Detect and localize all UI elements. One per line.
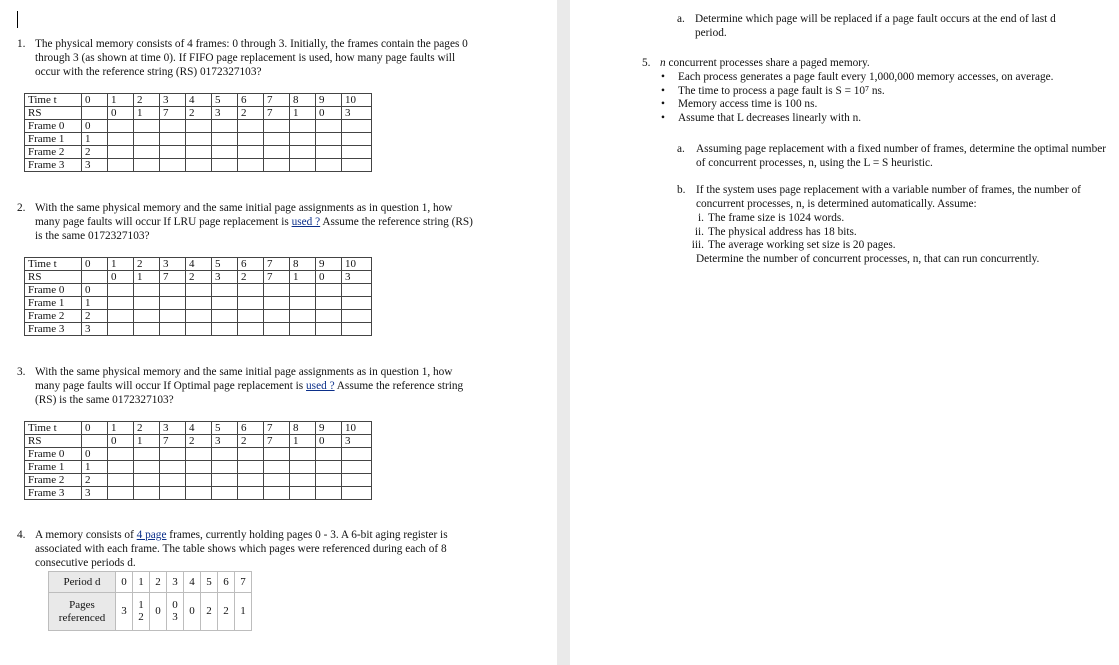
item-number: b.	[677, 184, 686, 196]
table-cell	[290, 146, 316, 159]
table-cell	[212, 461, 238, 474]
frame-label: Frame 3	[25, 487, 82, 500]
time-row	[25, 258, 372, 271]
table-cell	[134, 133, 160, 146]
table-cell: 1	[108, 258, 134, 271]
table-cell	[134, 487, 160, 500]
table-cell: 3	[212, 271, 238, 284]
table-cell	[290, 474, 316, 487]
bullet-item: • Each process generates a page fault every 1,000,000 memory accesses, on average.	[660, 71, 1110, 85]
table-cell: 2	[134, 258, 160, 271]
reference-table-lru	[24, 257, 372, 336]
reference-table-fifo	[24, 93, 372, 172]
table-cell	[186, 146, 212, 159]
question-5b-final: Determine the number of concurrent processes, n, that can run concurrently.	[696, 253, 1040, 265]
pages-referenced-cell: 0	[150, 593, 167, 631]
table-cell	[290, 310, 316, 323]
table-cell	[316, 120, 342, 133]
table-cell	[134, 297, 160, 310]
table-cell	[290, 284, 316, 297]
table-cell	[160, 474, 186, 487]
table-cell: 2	[82, 474, 108, 487]
question-intro: n concurrent processes share a paged memory.	[660, 57, 870, 69]
pages-referenced-cell: 2	[218, 593, 235, 631]
table-cell: 1	[134, 435, 160, 448]
table-cell: 6	[238, 258, 264, 271]
question-text: The physical memory consists of 4 frames: 0 through 3. Initially, the frames contain the pages 0 through 3 (as shown at time 0). If FIFO page replacement is used, how many page faults will occur with the reference string (RS) 0172327103?	[35, 38, 468, 78]
frame-label: Frame 3	[25, 159, 82, 172]
frame-label: Frame 1	[25, 461, 82, 474]
table-cell	[108, 474, 134, 487]
table-cell	[238, 297, 264, 310]
frame-row	[25, 461, 372, 474]
frame-row	[25, 284, 372, 297]
table-cell: 4	[186, 422, 212, 435]
frame-label: Frame 0	[25, 448, 82, 461]
table-cell: 2	[238, 107, 264, 120]
table-cell: 0	[108, 107, 134, 120]
table-cell	[342, 120, 372, 133]
table-cell: 3	[82, 487, 108, 500]
pages-referenced-cell: 3	[116, 593, 133, 631]
table-cell: 7	[160, 271, 186, 284]
table-cell	[212, 487, 238, 500]
table-cell	[264, 146, 290, 159]
table-cell: 1	[290, 271, 316, 284]
table-cell: 7	[160, 107, 186, 120]
table-cell: 1	[134, 271, 160, 284]
left-page	[0, 0, 557, 665]
sub-item-number: iii.	[691, 239, 704, 251]
table-cell: 3	[342, 435, 372, 448]
table-cell: 0	[82, 448, 108, 461]
table-cell	[212, 474, 238, 487]
table-cell: 9	[316, 258, 342, 271]
sub-item	[691, 239, 1096, 253]
table-cell: 6	[238, 94, 264, 107]
table-cell	[342, 310, 372, 323]
period-cell: 4	[184, 572, 201, 593]
table-cell: 8	[290, 422, 316, 435]
table-cell: 7	[264, 271, 290, 284]
frame-row	[25, 297, 372, 310]
table-cell	[108, 284, 134, 297]
table-cell	[186, 487, 212, 500]
table-cell	[212, 120, 238, 133]
table-cell: 1	[108, 94, 134, 107]
table-cell	[316, 448, 342, 461]
table-cell: 3	[160, 258, 186, 271]
frame-row	[25, 146, 372, 159]
table-cell	[212, 284, 238, 297]
table-cell	[342, 461, 372, 474]
table-cell	[108, 461, 134, 474]
table-cell	[160, 310, 186, 323]
table-cell	[238, 284, 264, 297]
table-cell	[316, 310, 342, 323]
table-cell: 9	[316, 94, 342, 107]
time-label: Time t	[25, 94, 82, 107]
frame-row	[25, 133, 372, 146]
table-cell: 0	[82, 422, 108, 435]
table-cell	[186, 284, 212, 297]
table-cell: 2	[186, 107, 212, 120]
table-cell	[160, 159, 186, 172]
table-cell	[238, 448, 264, 461]
table-cell	[316, 284, 342, 297]
time-label: Time t	[25, 258, 82, 271]
table-cell: 5	[212, 422, 238, 435]
item-number: a.	[677, 143, 685, 155]
frame-label: Frame 3	[25, 323, 82, 336]
frame-label: Frame 2	[25, 310, 82, 323]
table-cell: 2	[186, 271, 212, 284]
rs-label: RS	[25, 271, 82, 284]
table-cell	[238, 310, 264, 323]
frame-label: Frame 1	[25, 133, 82, 146]
table-cell: 10	[342, 94, 372, 107]
table-cell: 2	[238, 271, 264, 284]
frame-row	[25, 474, 372, 487]
table-cell	[316, 133, 342, 146]
table-cell	[160, 284, 186, 297]
table-cell	[134, 284, 160, 297]
table-cell	[186, 310, 212, 323]
table-cell	[264, 159, 290, 172]
period-cell: 1	[133, 572, 150, 593]
table-cell	[108, 159, 134, 172]
table-cell	[316, 487, 342, 500]
frame-label: Frame 0	[25, 284, 82, 297]
table-cell: 5	[212, 258, 238, 271]
table-cell	[264, 310, 290, 323]
table-cell	[108, 297, 134, 310]
table-cell	[290, 323, 316, 336]
period-cell: 6	[218, 572, 235, 593]
sub-item-text: The average working set size is 20 pages.	[708, 239, 896, 251]
table-cell	[342, 474, 372, 487]
table-cell: 0	[82, 94, 108, 107]
table-cell: 1	[82, 461, 108, 474]
question-number: 4.	[17, 529, 26, 541]
text-cursor	[17, 11, 18, 28]
table-cell	[108, 120, 134, 133]
table-cell	[238, 133, 264, 146]
table-cell	[82, 107, 108, 120]
table-cell	[134, 323, 160, 336]
table-cell: 10	[342, 422, 372, 435]
table-cell	[186, 297, 212, 310]
period-cell: 2	[150, 572, 167, 593]
table-cell	[290, 159, 316, 172]
table-cell: 5	[212, 94, 238, 107]
underlined-word: used ?	[306, 379, 335, 392]
question-5-bullets	[660, 71, 1110, 125]
table-cell	[290, 461, 316, 474]
item-text: Determine which page will be replaced if a page fault occurs at the end of last d period.	[695, 13, 1056, 39]
table-cell	[212, 133, 238, 146]
time-row	[25, 94, 372, 107]
page-gap	[557, 0, 570, 665]
table-cell	[160, 323, 186, 336]
item-text: If the system uses page replacement with a variable number of frames, the number of concurrent processes, n, is determined automatically. Assume:	[696, 184, 1081, 210]
table-cell: 3	[342, 271, 372, 284]
table-cell	[186, 323, 212, 336]
pages-referenced-cell: 2	[201, 593, 218, 631]
table-cell	[134, 120, 160, 133]
table-cell: 8	[290, 94, 316, 107]
right-page	[570, 0, 1119, 665]
table-cell: 7	[264, 94, 290, 107]
frame-label: Frame 2	[25, 474, 82, 487]
table-cell: 4	[186, 94, 212, 107]
table-cell: 7	[160, 435, 186, 448]
table-cell	[342, 323, 372, 336]
table-cell	[212, 448, 238, 461]
frame-row	[25, 120, 372, 133]
table-cell: 2	[134, 422, 160, 435]
table-cell: 7	[264, 107, 290, 120]
table-cell	[82, 271, 108, 284]
table-cell: 7	[264, 435, 290, 448]
table-cell: 0	[316, 435, 342, 448]
table-cell	[134, 461, 160, 474]
table-cell: 1	[82, 133, 108, 146]
table-cell: 7	[264, 258, 290, 271]
table-cell	[264, 133, 290, 146]
table-cell	[316, 146, 342, 159]
time-row	[25, 422, 372, 435]
table-cell	[238, 461, 264, 474]
table-cell	[212, 310, 238, 323]
table-cell	[342, 284, 372, 297]
table-cell	[316, 297, 342, 310]
period-cell: 0	[116, 572, 133, 593]
table-cell	[160, 487, 186, 500]
sub-item	[696, 226, 1096, 240]
table-cell: 9	[316, 422, 342, 435]
table-cell	[134, 448, 160, 461]
table-cell: 2	[238, 435, 264, 448]
frame-row	[25, 323, 372, 336]
table-cell: 3	[82, 159, 108, 172]
question-text: With the same physical memory and the same initial page assignments as in question 1, how many page faults will occur If LRU page replacement is used ? Assume the reference string (RS) is the same 0172327103?	[35, 202, 473, 242]
table-cell: 1	[134, 107, 160, 120]
table-cell: 0	[82, 120, 108, 133]
table-cell	[264, 323, 290, 336]
table-cell: 10	[342, 258, 372, 271]
table-cell	[316, 461, 342, 474]
question-text: A memory consists of 4 page frames, currently holding pages 0 - 3. A 6-bit aging register is associated with each frame. The table shows which pages were referenced during each of 8 consecutive periods d.	[35, 529, 448, 569]
table-cell: 6	[238, 422, 264, 435]
rs-label: RS	[25, 107, 82, 120]
table-cell	[134, 146, 160, 159]
pages-label: Pages referenced	[49, 593, 116, 631]
sub-item-number: i.	[698, 212, 704, 224]
table-cell: 3	[160, 422, 186, 435]
table-cell: 7	[264, 422, 290, 435]
frame-row	[25, 310, 372, 323]
table-cell	[238, 146, 264, 159]
table-cell	[264, 284, 290, 297]
table-cell: 3	[212, 107, 238, 120]
question-text: With the same physical memory and the same initial page assignments as in question 1, how many page faults will occur If Optimal page replacement is used ? Assume the reference string (RS) is the same 0172327103?	[35, 366, 464, 406]
table-cell: 2	[82, 146, 108, 159]
table-cell	[160, 120, 186, 133]
table-cell	[264, 461, 290, 474]
frame-row	[25, 159, 372, 172]
table-cell	[186, 474, 212, 487]
table-cell	[342, 159, 372, 172]
table-cell	[238, 323, 264, 336]
table-cell	[186, 159, 212, 172]
sub-item-text: The physical address has 18 bits.	[708, 225, 857, 238]
table-cell: 1	[108, 422, 134, 435]
table-cell	[160, 297, 186, 310]
table-cell: 3	[212, 435, 238, 448]
sub-item	[696, 212, 1096, 226]
pages-referenced-cell: 1	[235, 593, 252, 631]
item-text: Assuming page replacement with a fixed number of frames, determine the optimal number of concurrent processes, n, using the L = S heuristic.	[696, 143, 1107, 169]
period-label: Period d	[49, 572, 116, 593]
table-cell	[82, 435, 108, 448]
bullet-item: • Assume that L decreases linearly with n.	[660, 112, 1110, 126]
table-cell	[134, 159, 160, 172]
table-cell	[134, 310, 160, 323]
pages-referenced-cell: 1 2	[133, 593, 150, 631]
question-5b-subitems	[691, 212, 1096, 253]
table-cell	[264, 120, 290, 133]
pages-referenced-cell: 0	[184, 593, 201, 631]
table-cell: 3	[342, 107, 372, 120]
table-cell	[108, 448, 134, 461]
table-cell	[264, 448, 290, 461]
period-cell: 3	[167, 572, 184, 593]
table-cell: 0	[316, 271, 342, 284]
underlined-word: used ?	[291, 215, 321, 228]
table-cell	[186, 448, 212, 461]
item-number: a.	[677, 13, 685, 25]
table-cell	[160, 448, 186, 461]
table-cell: 3	[82, 323, 108, 336]
frame-label: Frame 1	[25, 297, 82, 310]
question-number: 2.	[17, 202, 26, 214]
bullet-item: • The time to process a page fault is S = 10⁷ ns.	[660, 85, 1110, 99]
period-cell: 5	[201, 572, 218, 593]
table-cell	[238, 159, 264, 172]
reference-string-row	[25, 435, 372, 448]
table-cell	[238, 474, 264, 487]
table-cell	[290, 487, 316, 500]
frame-label: Frame 2	[25, 146, 82, 159]
table-cell	[108, 323, 134, 336]
question-number: 5.	[642, 57, 651, 69]
table-cell	[160, 133, 186, 146]
table-cell	[342, 448, 372, 461]
table-cell: 0	[316, 107, 342, 120]
question-number: 3.	[17, 366, 26, 378]
table-cell	[316, 159, 342, 172]
table-cell: 2	[134, 94, 160, 107]
table-cell	[316, 474, 342, 487]
table-cell: 2	[82, 310, 108, 323]
reference-string-row	[25, 107, 372, 120]
underlined-word: 4 page	[136, 529, 167, 541]
frame-label: Frame 0	[25, 120, 82, 133]
table-cell	[212, 323, 238, 336]
table-cell	[264, 474, 290, 487]
table-cell	[238, 120, 264, 133]
table-cell: 2	[186, 435, 212, 448]
table-cell	[186, 461, 212, 474]
question-number: 1.	[17, 38, 26, 50]
table-cell: 4	[186, 258, 212, 271]
table-cell	[290, 133, 316, 146]
frame-row	[25, 487, 372, 500]
table-cell	[212, 146, 238, 159]
rs-label: RS	[25, 435, 82, 448]
frame-row	[25, 448, 372, 461]
reference-table-optimal	[24, 421, 372, 500]
table-cell: 0	[108, 271, 134, 284]
table-cell	[316, 323, 342, 336]
table-cell	[160, 461, 186, 474]
table-cell: 1	[290, 107, 316, 120]
table-cell	[264, 297, 290, 310]
table-cell: 8	[290, 258, 316, 271]
table-cell	[108, 133, 134, 146]
pages-referenced-cell: 0 3	[167, 593, 184, 631]
table-cell	[342, 297, 372, 310]
table-cell	[238, 487, 264, 500]
sub-item-text: The frame size is 1024 words.	[708, 212, 845, 224]
table-cell	[264, 487, 290, 500]
table-cell	[342, 487, 372, 500]
table-cell	[186, 133, 212, 146]
table-cell	[134, 474, 160, 487]
table-cell	[160, 146, 186, 159]
table-cell	[212, 159, 238, 172]
sub-item-number: ii.	[694, 225, 704, 238]
table-cell	[290, 120, 316, 133]
table-cell: 1	[82, 297, 108, 310]
time-label: Time t	[25, 422, 82, 435]
table-cell	[108, 146, 134, 159]
table-cell	[108, 310, 134, 323]
bullet-item: • Memory access time is 100 ns.	[660, 98, 1110, 112]
table-cell: 1	[290, 435, 316, 448]
table-cell: 3	[160, 94, 186, 107]
table-cell	[290, 448, 316, 461]
table-cell: 0	[82, 258, 108, 271]
aging-table	[48, 571, 252, 631]
table-cell	[186, 120, 212, 133]
table-cell	[342, 133, 372, 146]
reference-string-row	[25, 271, 372, 284]
table-cell	[212, 297, 238, 310]
period-cell: 7	[235, 572, 252, 593]
table-cell: 0	[108, 435, 134, 448]
table-cell: 0	[82, 284, 108, 297]
table-cell	[108, 487, 134, 500]
table-cell	[290, 297, 316, 310]
table-cell	[342, 146, 372, 159]
